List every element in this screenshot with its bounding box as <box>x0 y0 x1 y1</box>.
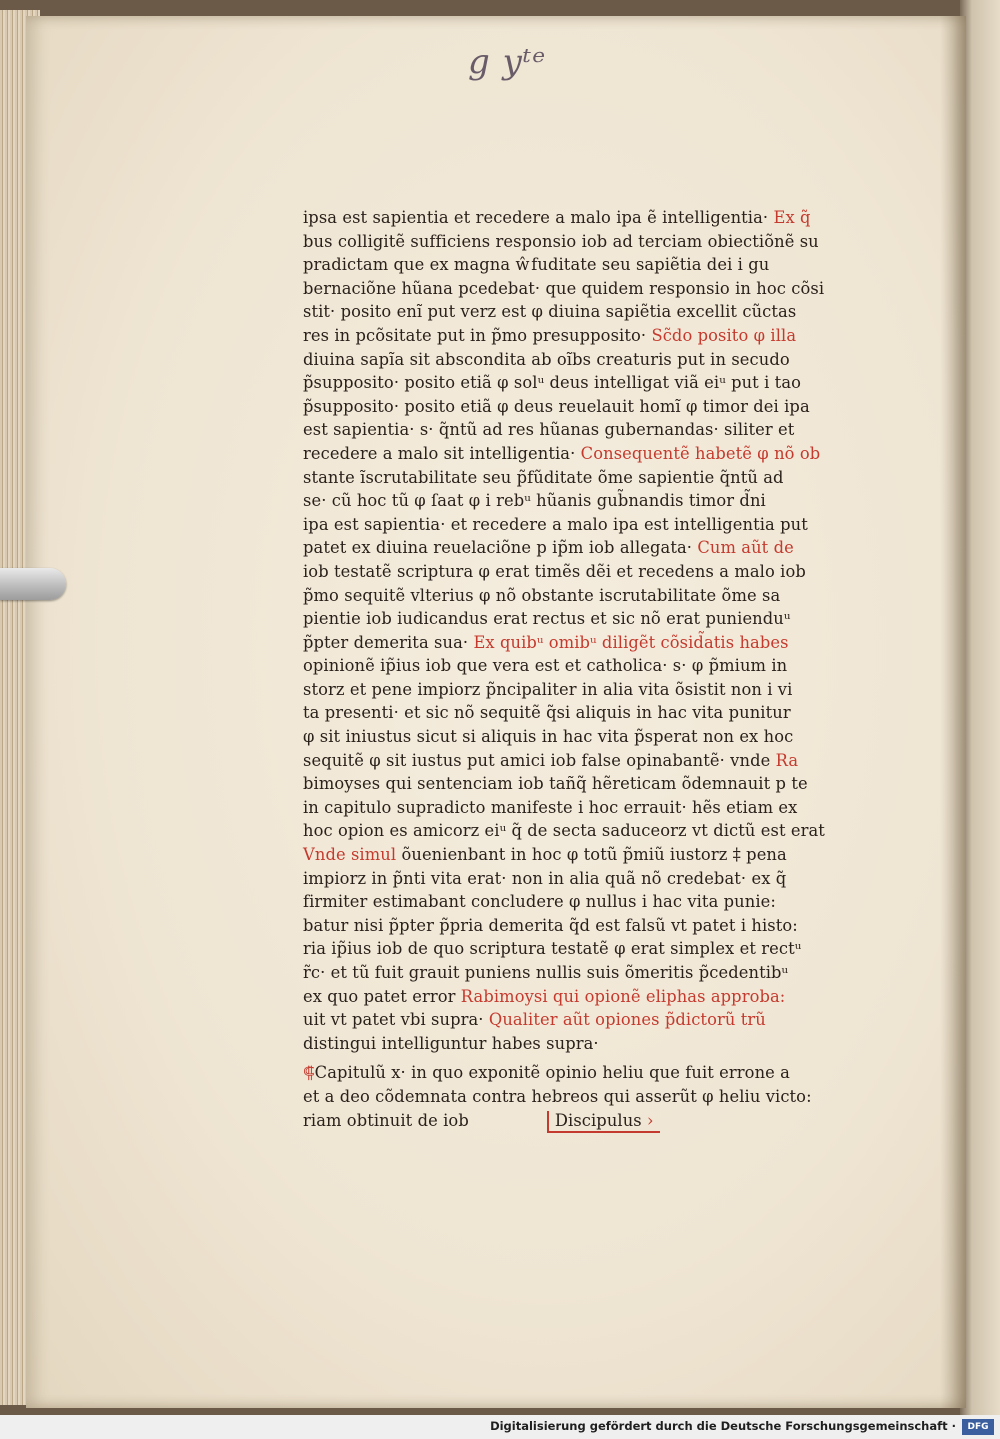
text-line: in capitulo supradicto manifeste i hoc errauit· hẽs etiam ex <box>303 797 798 817</box>
rubric: Vnde simul <box>303 845 397 865</box>
text-line: ex quo patet error Rabimoysi qui opionẽ eliphas approba: <box>303 986 786 1006</box>
text-line: ria ip̃ius iob de quo scriptura testatẽ φ erat simplex et rectᵘ <box>303 939 802 959</box>
text-line: p̃supposito· posito etiã φ solᵘ deus intelligat viã eiᵘ put i tao <box>303 373 802 393</box>
text-line: recedere a malo sit intelligentia· Consequentẽ habetẽ φ nõ ob <box>303 443 821 463</box>
rubric: Consequentẽ habetẽ φ nõ ob <box>580 443 821 463</box>
text-line: storz et pene impiorz p̃ncipaliter in alia vita õsistit non i vi <box>303 679 793 699</box>
text-line: pradictam que ex magna ŵfuditate seu sapiẽtia dei i gu <box>303 255 770 275</box>
arrow-icon: › <box>641 1110 654 1130</box>
chapter-heading: ⸿Capitulũ x· in quo exponitẽ opinio heliu que fuit errone a <box>303 1063 790 1083</box>
text-line: bernaciõne hũana pcedebat· que quidem responsio in hoc cõsi <box>303 278 825 298</box>
text-line: batur nisi p̃pter p̃pria demerita q̃d est falsũ vt patet i histo: <box>303 915 798 935</box>
text-line: bimoyses qui sentenciam iob tañq̃ hẽreticam õdemnauit p te <box>303 774 808 794</box>
text-line: sequitẽ φ sit iustus put amici iob false opinabantẽ· vnde Ra <box>303 750 799 770</box>
text-line: Vnde simul õuenienbant in hoc φ totũ p̃miũ iustorz ‡ pena <box>303 845 787 865</box>
text-line: iob testatẽ scriptura φ erat timẽs dẽi et recedens a malo iob <box>303 561 806 581</box>
dfg-logo: DFG <box>962 1419 994 1435</box>
rubric: Ex quibᵘ omibᵘ diligẽt cõsid̃atis habes <box>473 632 789 652</box>
chapter-heading-line: et a deo cõdemnata contra hebreos qui asserũt φ heliu victo: <box>303 1086 812 1106</box>
text-line: φ sit iniustus sicut si aliquis in hac vita p̃sperat non ex hoc <box>303 727 794 747</box>
facing-page-edge <box>960 0 1000 1415</box>
text-line: res in pcõsitate put in p̃mo presupposito· Sc̃do posito φ illa <box>303 325 797 345</box>
text-line: stit· posito enĩ put verz est φ diuina sapiẽtia excellit cũctas <box>303 302 797 322</box>
text-line: firmiter estimabant concludere φ nullus i hac vita punie: <box>303 892 776 912</box>
rubric: Sc̃do posito φ illa <box>651 325 797 345</box>
rubric: Rabimoysi qui opionẽ eliphas approba: <box>460 986 786 1006</box>
paragraph-mark: ⸿ <box>303 1063 315 1083</box>
text-line: diuina sapĩa sit abscondita ab oĩbs creaturis put in secudo <box>303 349 790 369</box>
folio-mark: g yᵗᵉ <box>468 42 547 82</box>
rubric: Ex q̃ <box>773 208 811 227</box>
funding-credit: Digitalisierung gefördert durch die Deutsche Forschungsgemeinschaft · <box>490 1419 956 1433</box>
rubric: Cum aũt de <box>697 538 794 558</box>
text-line: ta presenti· et sic nõ sequitẽ q̃si aliquis in hac vita punitur <box>303 703 791 723</box>
speaker-label: Discipulus › <box>547 1111 660 1133</box>
rubric: Ra <box>775 750 799 770</box>
text-line: hoc opion es amicorz eiᵘ q̃ de secta saduceorz vt dictũ est erat <box>303 821 825 841</box>
book-clasp <box>0 568 66 600</box>
footer-bar <box>0 1415 1000 1439</box>
text-line: ipsa est sapientia et recedere a malo ipa ẽ intelligentia· Ex q̃ <box>303 208 811 227</box>
text-line: r̃c· et tũ fuit grauit puniens nullis suis õmeritis p̃cedentibᵘ <box>303 963 789 982</box>
text-line: impiorz in p̃nti vita erat· non in alia quã nõ credebat· ex q̃ <box>303 868 787 888</box>
text-line: bus colligitẽ sufficiens responsio iob ad terciam obiectiõnẽ su <box>303 231 819 251</box>
gutter-shadow <box>940 16 966 1408</box>
text-line: stante ĩscrutabilitate seu p̃fũditate õme sapientie q̃ntũ ad <box>303 467 784 487</box>
text-line: est sapientia· s· q̃ntũ ad res hũanas gubernandas· siliter et <box>303 420 795 440</box>
text-line: ipa est sapientia· et recedere a malo ipa est intelligentia put <box>303 514 808 534</box>
chapter-heading-line: riam obtinuit de iob Discipulus › <box>303 1109 841 1133</box>
text-block <box>303 206 841 1132</box>
text-line: distingui intelliguntur habes supra· <box>303 1033 599 1053</box>
text-line: opinionẽ ip̃ius iob que vera est et catholica· s· φ p̃mium in <box>303 656 788 676</box>
text-line: p̃pter demerita sua· Ex quibᵘ omibᵘ diligẽt cõsid̃atis habes <box>303 632 789 652</box>
text-line: pientie iob iudicandus erat rectus et sic nõ erat punienduᵘ <box>303 609 791 629</box>
text-line: patet ex diuina reuelaciõne p ip̃m iob allegata· Cum aũt de <box>303 538 794 558</box>
text-line: p̃mo sequitẽ vlterius φ nõ obstante iscrutabilitate õme sa <box>303 585 781 605</box>
text-line: p̃supposito· posito etiã φ deus reuelauit homĩ φ timor dei ipa <box>303 396 810 416</box>
rubric: Qualiter aũt opiones p̃dictorũ trũ <box>488 1010 766 1030</box>
text-line: se· cũ hoc tũ φ ſaat φ i rebᵘ hũanis gub̃nandis timor d̃ni <box>303 491 766 511</box>
text-line: uit vt patet vbi supra· Qualiter aũt opiones p̃dictorũ trũ <box>303 1010 766 1030</box>
